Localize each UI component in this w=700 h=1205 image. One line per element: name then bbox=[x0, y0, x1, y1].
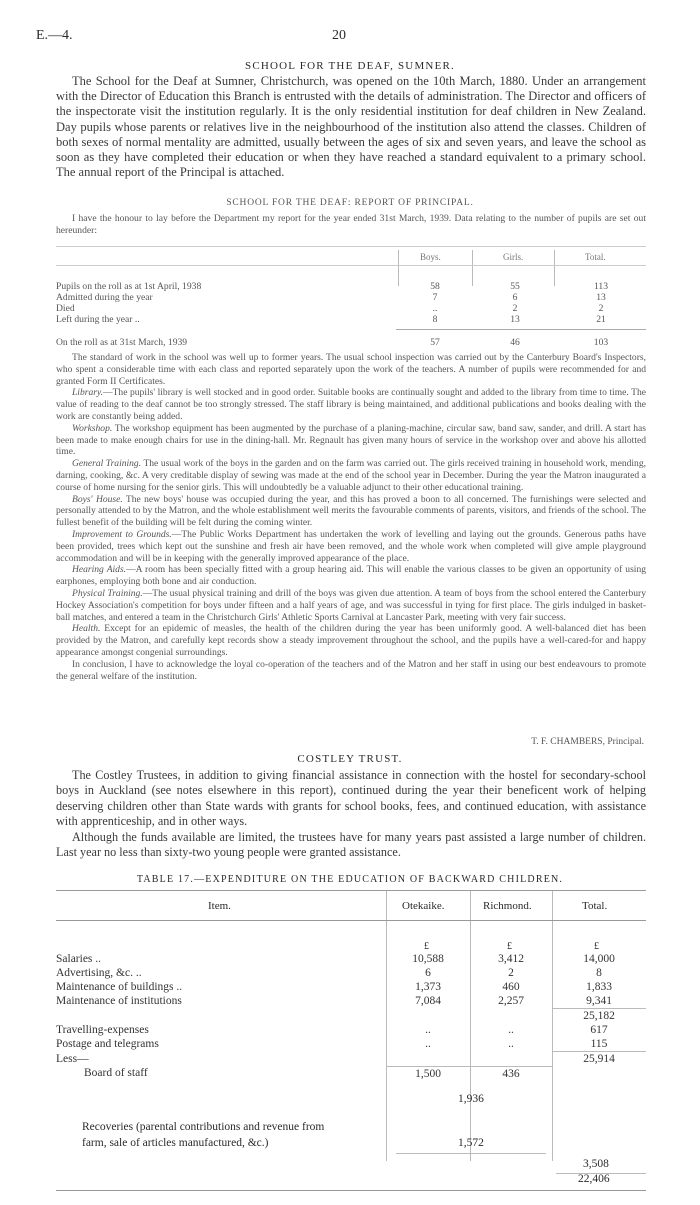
costley-para-2 bbox=[56, 830, 646, 861]
table-row bbox=[56, 1037, 646, 1052]
table17-col-item: Item. bbox=[208, 900, 231, 912]
report-paragraph bbox=[56, 458, 646, 493]
deaf-school-intro bbox=[56, 74, 646, 180]
pupils-col-boys: Boys. bbox=[420, 252, 441, 262]
report-paragraph bbox=[56, 529, 646, 564]
table-row bbox=[56, 292, 646, 303]
recoveries-label-line-1: Recoveries (parental contributions and revenue from bbox=[82, 1121, 325, 1133]
table-row bbox=[56, 281, 646, 292]
pupils-row-total: 13 bbox=[596, 292, 606, 303]
pupils-row-total: 113 bbox=[593, 281, 609, 292]
pupils-sum-rule bbox=[396, 329, 646, 330]
pupils-row-label: Left during the year .. bbox=[56, 314, 140, 325]
pupils-col-girls: Girls. bbox=[503, 252, 524, 262]
paragraph-text: Except for an epidemic of measles, the health of the children during the year has been uniformly good. A well-balanced diet has been provided by the Matron, and carefully kept records show a steady improvement throughout the school, and the pupils have a well-cared-for and happy appearance amongst congenial surroundings. bbox=[56, 623, 646, 658]
recoveries-value: 1,572 bbox=[458, 1137, 484, 1149]
report-paragraph bbox=[56, 564, 646, 588]
paragraph-text: The workshop equipment has been augmented by the purchase of a planing-machine, circular saw, band saw, sander, and drill. A start has been made to make enough chairs for use in the dining-hall. Mr. Regnault has given many hours of service in the workshop over and above his allotted time. bbox=[56, 422, 646, 458]
paragraph-text: The new boys' house was occupied during the year, and this has proved a boon to all concerned. The furnishings were selected and personally attended to by the Matron, and the whole establishment well merits the favourable comments of parents, visitors, and friends of the school. The fullest benefit of the building will be felt during the coming winter. bbox=[56, 493, 646, 529]
section-title-costley: COSTLEY TRUST. bbox=[297, 753, 403, 765]
report-code: E.—4. bbox=[36, 28, 73, 43]
item-cell: Postage and telegrams bbox=[56, 1038, 159, 1051]
report-body bbox=[56, 352, 646, 682]
pupils-row-girls: 2 bbox=[512, 303, 518, 314]
paragraph-text: —The Public Works Department has undertaken the work of levelling and laying out the grounds. Generous paths have been provided, trees which kept out the sunshine and fresh air have been removed, and the whole work when completed will give ample playground accommodation and will be in keeping with the generally improved appearance of the place. bbox=[56, 528, 646, 564]
richmond-cell: 3,412 bbox=[498, 953, 524, 965]
paragraph-lead: Improvement to Grounds. bbox=[72, 528, 172, 540]
item-cell: Salaries .. bbox=[56, 953, 102, 965]
pupils-row-label: Died bbox=[56, 303, 75, 314]
richmond-cell: 2 bbox=[508, 967, 514, 979]
table17-header-rule bbox=[56, 920, 646, 921]
item-cell: Travelling-expenses bbox=[56, 1024, 149, 1036]
total-cell: 115 bbox=[590, 1038, 608, 1050]
item-cell: Maintenance of institutions bbox=[56, 995, 182, 1008]
report-paragraph bbox=[56, 588, 646, 623]
otekaike-cell: .. bbox=[425, 1038, 431, 1051]
richmond-cell: .. bbox=[508, 1024, 514, 1036]
table17-title: TABLE 17.—EXPENDITURE ON THE EDUCATION OF BACKWARD CHILDREN. bbox=[136, 874, 564, 885]
table-row bbox=[56, 1009, 646, 1024]
pupils-row-boys: .. bbox=[432, 303, 438, 314]
recoveries-label-line-2: farm, sale of articles manufactured, &c.) bbox=[82, 1137, 269, 1149]
paragraph-lead: Workshop. bbox=[72, 422, 113, 434]
total-cell: 1,833 bbox=[586, 981, 612, 993]
table17-col-total: Total. bbox=[582, 900, 608, 912]
total-cell: 617 bbox=[590, 1024, 608, 1036]
paragraph-lead: Boys' House. bbox=[72, 493, 123, 505]
recoveries-rule bbox=[396, 1153, 546, 1154]
paragraph-lead: Hearing Aids. bbox=[72, 564, 127, 576]
otekaike-cell: 7,084 bbox=[415, 995, 441, 1008]
paragraph-text: The standard of work in the school was well up to former years. The usual school inspection was carried out by the Canterbury Board's Inspectors, who spent a considerable time with each class and reported separately upon the work of the teachers. A number of pupils were recommended for and granted Form II Certificates. bbox=[56, 352, 646, 387]
board-richmond: 436 bbox=[470, 1066, 552, 1081]
table-row bbox=[56, 314, 646, 325]
currency-richmond: £ bbox=[507, 941, 512, 952]
total-cell: 14,000 bbox=[583, 953, 615, 965]
pupils-final-boys: 57 bbox=[430, 337, 440, 348]
pupils-final-total: 103 bbox=[593, 337, 609, 348]
paragraph-lead: Library. bbox=[72, 387, 104, 399]
subtotal-2: 25,914 bbox=[552, 1052, 646, 1067]
pupils-table-top-rule bbox=[56, 246, 646, 247]
board-label: Board of staff bbox=[84, 1067, 148, 1080]
pupils-row-girls: 6 bbox=[512, 292, 518, 303]
pupils-row-boys: 7 bbox=[432, 292, 438, 303]
paragraph-text: The usual work of the boys in the garden and on the farm was carried out. The girls received training in household work, mending, darning, cooking, &c. A very creditable display of sewing was made at the end of the school year in December. During the year the Matron inaugurated a course of home nursing for the senior girls. This will undoubtedly be a valuable adjunct to their other educational training. bbox=[56, 458, 646, 493]
table-row bbox=[56, 966, 646, 980]
richmond-cell: 460 bbox=[502, 981, 520, 993]
table-row bbox=[56, 1066, 646, 1081]
report-paragraph bbox=[56, 387, 646, 422]
report-paragraph bbox=[56, 659, 646, 683]
table17-top-rule bbox=[56, 890, 646, 891]
table17-col-otekaike: Otekaike. bbox=[402, 900, 445, 912]
table-row bbox=[56, 994, 646, 1009]
pupils-row-boys: 58 bbox=[430, 281, 440, 292]
table-row bbox=[56, 1023, 646, 1037]
less-label: Less— bbox=[56, 1052, 89, 1065]
pupils-row-girls: 13 bbox=[510, 314, 520, 325]
principal-signature: T. F. CHAMBERS, Principal. bbox=[531, 737, 644, 747]
deaf-school-intro-text: The School for the Deaf at Sumner, Christchurch, was opened on the 10th March, 1880. Under an arrangement with the Director of Education this Branch is entrusted with the details of administration. The Director and officers of the inspectorate visit the institution regularly. It is the only residential institution for deaf children in New Zealand. Day pupils whose parents or relatives live in the neighbourhood of the institution also attend the classes. Children of both sexes of normal mentality are admitted, usually between the ages of six and seven years, and leave the school as soon as they have completed their education or when they have reached a standard equivalent to a primary school. The annual report of the Principal is attached. bbox=[56, 74, 646, 180]
paragraph-text: —A room has been specially fitted with a group hearing aid. This will enable the various classes to be given an opportunity of using earphones, employing both bone and air conduction. bbox=[56, 564, 646, 588]
table-row bbox=[56, 337, 646, 348]
pupils-final-label: On the roll as at 31st March, 1939 bbox=[56, 337, 188, 348]
table17-col-richmond: Richmond. bbox=[483, 900, 532, 912]
report-intro-text: I have the honour to lay before the Department my report for the year ended 31st March, 1939. Data relating to the number of pupils are set out hereunder: bbox=[56, 213, 646, 236]
costley-para-1-text: The Costley Trustees, in addition to giving financial assistance in connection with the hostel for secondary-school boys in Auckland (see notes elsewhere in this report), continued during the year their beneficent work of helping deserving children other than State wards with grants for school books, fees, and continued education, with assistance with apprenticeship, and in other ways. bbox=[56, 768, 646, 829]
pupils-row-boys: 8 bbox=[432, 314, 438, 325]
item-cell: Maintenance of buildings .. bbox=[56, 981, 183, 993]
total-cell: 9,341 bbox=[586, 995, 612, 1007]
pupils-row-total: 21 bbox=[596, 314, 606, 325]
section-title-deaf-school: SCHOOL FOR THE DEAF, SUMNER. bbox=[245, 60, 455, 72]
pupils-col-total: Total. bbox=[585, 252, 606, 262]
paragraph-lead: Health. bbox=[72, 623, 101, 635]
table-row bbox=[56, 303, 646, 314]
paragraph-lead: Physical Training. bbox=[72, 587, 143, 599]
page-number: 20 bbox=[332, 28, 346, 43]
paragraph-lead: General Training. bbox=[72, 458, 142, 470]
report-paragraph bbox=[56, 623, 646, 658]
report-heading: SCHOOL FOR THE DEAF: REPORT OF PRINCIPAL. bbox=[226, 198, 474, 208]
richmond-cell: .. bbox=[508, 1038, 514, 1051]
pupils-final-row bbox=[56, 337, 646, 348]
table17-bottom-rule bbox=[56, 1190, 646, 1191]
deduction-total: 3,508 bbox=[583, 1158, 609, 1170]
otekaike-cell: 1,373 bbox=[415, 981, 441, 993]
report-paragraph bbox=[56, 494, 646, 529]
item-cell: Advertising, &c. .. bbox=[56, 967, 142, 979]
board-otekaike: 1,500 bbox=[386, 1066, 470, 1081]
pupils-row-total: 2 bbox=[598, 303, 604, 314]
table-row bbox=[56, 1052, 646, 1067]
currency-otekaike: £ bbox=[424, 941, 429, 952]
otekaike-cell: 10,588 bbox=[412, 953, 444, 965]
paragraph-text: —The pupils' library is well stocked and in good order. Suitable books are continually sought and added to the library from time to time. The value of reading to the deaf cannot be too strongly stressed. The staff library is being maintained, and additional publications and books dealing with the work are constantly being added. bbox=[56, 387, 646, 422]
report-paragraph bbox=[56, 423, 646, 458]
subtotal-1: 25,182 bbox=[552, 1009, 646, 1024]
report-intro bbox=[56, 213, 646, 237]
board-combined: 1,936 bbox=[458, 1093, 484, 1105]
currency-total: £ bbox=[594, 941, 599, 952]
otekaike-cell: 6 bbox=[425, 967, 431, 979]
pupils-row-label: Pupils on the roll as at 1st April, 1938 bbox=[56, 281, 202, 292]
table-row bbox=[56, 952, 646, 966]
grand-total: 22,406 bbox=[578, 1173, 610, 1185]
costley-para-1 bbox=[56, 768, 646, 830]
pupils-header-rule bbox=[56, 265, 646, 266]
pupils-row-girls: 55 bbox=[510, 281, 520, 292]
report-paragraph bbox=[56, 352, 646, 387]
pupils-table bbox=[56, 281, 646, 325]
paragraph-text: In conclusion, I have to acknowledge the loyal co-operation of the teachers and of the Matron and her staff in using our best endeavours to promote the general welfare of the institution. bbox=[56, 658, 646, 682]
richmond-cell: 2,257 bbox=[498, 995, 524, 1008]
table-row bbox=[56, 980, 646, 994]
costley-para-2-text: Although the funds available are limited, the trustees have for many years past assisted a large number of children. Last year no less than sixty-two young people were granted assistance. bbox=[56, 830, 646, 860]
pupils-row-label: Admitted during the year bbox=[56, 292, 153, 303]
otekaike-cell: .. bbox=[425, 1024, 431, 1036]
total-cell: 8 bbox=[596, 967, 602, 979]
table17-rows bbox=[56, 952, 646, 1081]
pupils-final-girls: 46 bbox=[510, 337, 520, 348]
paragraph-text: —The usual physical training and drill of the boys was given due attention. A team of boys from the school entered the Canterbury Hockey Association's competition for boys under fifteen and a half years of age, and was successful in tying for first place. The girls indulged in basket-ball matches, and entered a team in the Christchurch Girls' Athletic Sports Carnival at Lancaster Park, meeting with very fair success. bbox=[56, 587, 646, 623]
